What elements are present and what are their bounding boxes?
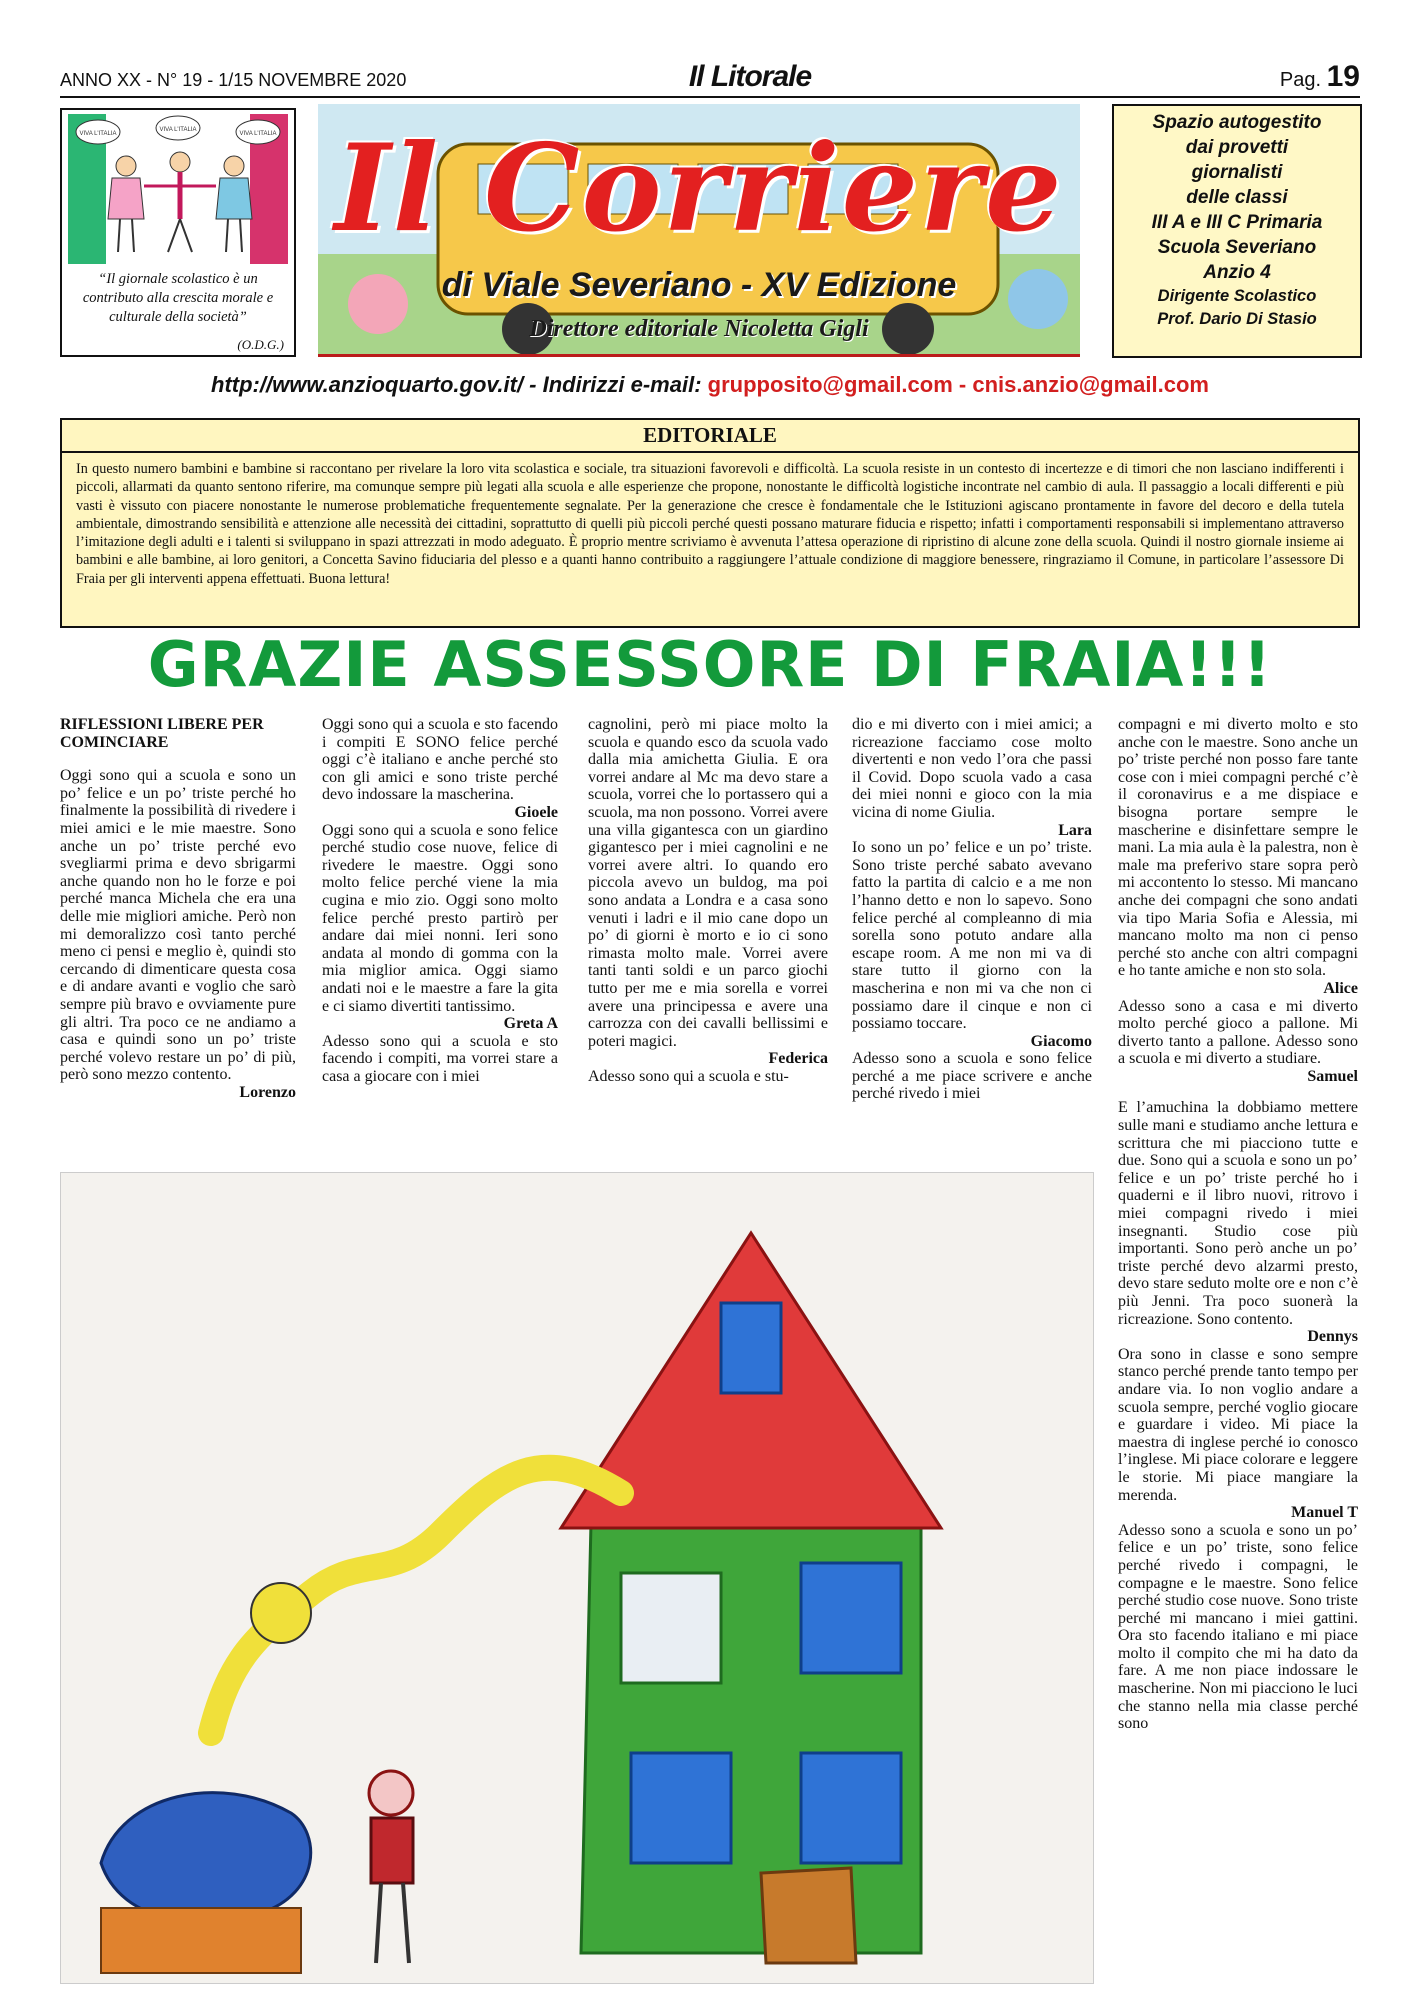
article-paragraph: Ora sono in classe e sono sempre stanco perché prende tanto tempo per andare via. Io non voglio andare a scuola sempre, perché voglio giocare e guardare i video. Mi piace la maestra di inglese perché io conosco l’inglese. Mi piace colorare e leggere le storie. Mi piace mangiare la merenda. bbox=[1118, 1345, 1358, 1504]
author-signature: Greta A bbox=[503, 1015, 558, 1033]
author-signature: Samuel bbox=[1307, 1067, 1358, 1085]
page-number-value: 19 bbox=[1326, 60, 1360, 93]
child-house-drawing bbox=[60, 1172, 1094, 1984]
info-box bbox=[1112, 104, 1362, 358]
principal-name: Prof. Dario Di Stasio bbox=[1157, 310, 1317, 328]
info-line: Anzio 4 bbox=[1203, 262, 1271, 283]
motto-box bbox=[60, 108, 296, 357]
author-signature: Lorenzo bbox=[239, 1083, 296, 1101]
editorial-title: EDITORIALE bbox=[643, 423, 777, 447]
info-line: Spazio autogestito bbox=[1152, 112, 1322, 133]
article-column-4 bbox=[852, 716, 1092, 1158]
issue-info: ANNO XX - N° 19 - 1/15 NOVEMBRE 2020 bbox=[60, 70, 407, 90]
article-paragraph: Adesso sono a scuola e sono un po’ felice e un po’ triste, sono felice perché rivedo i compagni, le compagne e le maestre. Sono felice perché studio cose nuove. Sono triste perché mi mancano i miei gattini. Ora sto facendo italiano e mi piace molto il compito che mi ha dato da fare. A me non piace indossare le mascherine. Non mi piacciono le luci che stanno nella mia classe perché sono bbox=[1118, 1521, 1358, 1733]
article-column-3 bbox=[588, 716, 828, 1158]
author-signature: Lara bbox=[1058, 821, 1092, 839]
author-signature: Gioele bbox=[514, 803, 558, 821]
article-paragraph: cagnolini, però mi piace molto la scuola e quando esco da scuola vado dalla mia amichetta Giulia. E ora vorrei andare al Mc ma devo stare a scuola, vorrei che lo portassero qui a scuola, ma non possono. Vorrei avere una villa gigantesca con un giardino gigantesco per i miei cagnolini e ne vorrei avere altri. Io quando ero piccola avevo un buldog, ma poi sono andata a Londra e a casa sono venuti i ladri e il mio cane dopo un po’ di giorni è morto e io ci sono rimasta molto male. Vorrei avere tanti tanti soldi e un parco giochi tutto per me e mia sorella e vorrei avere una principessa e avere una carrozza con dei cavalli bellissimi e poteri magici. bbox=[588, 716, 828, 1050]
page-number bbox=[1280, 60, 1360, 94]
bubble-text-1: VIVA L'ITALIA bbox=[79, 131, 117, 137]
header-rule bbox=[60, 96, 1360, 98]
article-paragraph: Oggi sono qui a scuola e sono felice perché studio cose nuove, felice di rivedere le maestre. Oggi sono molto felice perché viene la mia cugina e mio zio. Oggi sono molto felice perché presto partirò per andare dai miei nonni. Ieri sono andata al mondo di gomma con la mia miglior amica. Oggi siamo andati noi e le maestre a fare la gita e ci siamo divertiti tantissimo. bbox=[322, 821, 558, 1015]
editorial-body: In questo numero bambini e bambine si raccontano per rivelare la loro vita scolastica e sociale, tra situazioni favorevoli e difficoltà. La scuola resiste in un contesto di incertezze e di timori che non lasciano indifferenti i piccoli, allarmati da quanto sentono riferire, ma comunque sempre più legati alla scuola e alle esperienze che propone, nonostante le difficoltà logistiche incontrate nel cambio di aula. Il passaggio a locali differenti e più vasti è vissuto con piacere nonostante le numerose problematiche frequentemente segnalate. Per la generazione che cresce è fondamentale che le Istituzioni agiscano prontamente in favore del decoro e della tutela ambientale, dimostrando sensibilità e attenzione alle necessità dei cittadini, soprattutto di quelli più piccoli perché questi possano maturare fiducia e rispetto; infatti i comportamenti responsabili si implementano attraverso l’imitazione degli adulti e i talenti si sviluppano in spazi attrezzati in modo adeguato. È proprio mentre scriviamo è avvenuta l’attesa operazione di ripristino di alcune zone della scuola. Quindi il nostro giornale insieme ai bambini e alle bambine, ai loro genitori, a Concetta Savino fiduciaria del plesso e a quanti hanno contribuito a raggiungere l’attuale condizione di maggiore benessere, ringraziamo il Comune, in particolare l’assessore Di Fraia per gli interventi appena effettuati. Buona lettura! bbox=[76, 461, 1344, 587]
page-header bbox=[60, 60, 1360, 94]
motto-source: (O.D.G.) bbox=[237, 337, 284, 352]
info-line: dai provetti bbox=[1185, 137, 1289, 158]
editorial-box bbox=[60, 418, 1360, 628]
article-paragraph: Adesso sono qui a scuola e sto facendo i compiti, ma vorrei stare a casa a giocare con i miei bbox=[322, 1032, 558, 1085]
children-drawing-illustration bbox=[68, 114, 288, 264]
author-signature: Manuel T bbox=[1291, 1504, 1358, 1522]
author-signature: Dennys bbox=[1307, 1328, 1358, 1346]
article-paragraph: dio e mi diverto con i miei amici; a ricreazione facciamo cose molto divertenti e non vedo l’ora che passi il Covid. Dopo scuola vado a casa dei miei nonni e gioco con la mia vicina di nome Giulia. bbox=[852, 716, 1092, 821]
bubble-text-2: VIVA L'ITALIA bbox=[159, 127, 197, 133]
article-column-2 bbox=[322, 716, 558, 1158]
email-separator: - bbox=[952, 372, 973, 397]
author-signature: Giacomo bbox=[1030, 1032, 1092, 1050]
editorial-divider bbox=[62, 451, 1358, 453]
info-line: III A e III C Primaria bbox=[1151, 212, 1323, 233]
email-link-2[interactable]: cnis.anzio@gmail.com bbox=[972, 372, 1209, 397]
article-paragraph: Oggi sono qui a scuola e sto facendo i compiti E SONO felice perché oggi c’è italiano e anche perché sto con gli amici e sono triste perché devo indossare la mascherina. bbox=[322, 716, 558, 804]
contact-links bbox=[60, 372, 1360, 398]
email-link-1[interactable]: grupposito@gmail.com bbox=[707, 372, 953, 397]
author-signature: Alice bbox=[1323, 979, 1358, 997]
masthead-director: Direttore editoriale Nicoletta Gigli bbox=[529, 316, 869, 342]
article-paragraph: Io sono un po’ felice e un po’ triste. Sono triste perché sabato avevano fatto la partita di calcio e a me non l’hanno detto e non lo sapevo. Sono felice perché al compleanno di mia sorella sono potuto andare alla escape room. A me non mi va di stare tutto il giorno con la mascherina e non mi va che non ci possiamo dare il cinque e non ci possiamo toccare. bbox=[852, 839, 1092, 1033]
article-paragraph: E l’amuchina la dobbiamo mettere sulle mani e studiamo anche lettura e scrittura che mi piacciono tutte e due. Sono qui a scuola e sono un po’ felice e un po’ triste perché ho i quaderni e il libro nuovi, ritrovo i miei compagni rivedo i miei insegnanti. Studio cose più importanti. Sono però anche un po’ triste perché devo alzarmi presto, devo stare seduto molte ore e non c’è più Jenni. Tra poco suonerà la ricreazione. Sono contento. bbox=[1118, 1099, 1358, 1328]
newspaper-name: Il Litorale bbox=[688, 60, 812, 93]
article-paragraph: Adesso sono a scuola e sono felice perché a me piace scrivere e anche perché rivedo i miei bbox=[852, 1050, 1092, 1103]
article-paragraph: Adesso sono qui a scuola e stu- bbox=[588, 1067, 789, 1085]
bubble-text-3: VIVA L'ITALIA bbox=[239, 131, 277, 137]
page-label: Pag. bbox=[1279, 69, 1322, 91]
principal-role: Dirigente Scolastico bbox=[1157, 287, 1317, 305]
motto-quote: “Il giornale scolastico è un contributo alla crescita morale e culturale della società” bbox=[82, 271, 274, 325]
website-link[interactable]: http://www.anzioquarto.gov.it/ - Indirizzi e-mail: bbox=[211, 372, 702, 397]
info-line: giornalisti bbox=[1191, 162, 1283, 183]
masthead-subtitle: di Viale Severiano - XV Edizione bbox=[441, 266, 957, 304]
main-headline: GRAZIE ASSESSORE DI FRAIA!!! bbox=[147, 628, 1273, 701]
article-column-1 bbox=[60, 716, 296, 1158]
article-paragraph: Adesso sono a casa e mi diverto molto perché gioco a pallone. Mi diverto tanto a pallone. Adesso sono a scuola e mi diverto a studiare. bbox=[1118, 997, 1358, 1068]
article-column-5 bbox=[1118, 716, 1358, 2006]
article-paragraph: compagni e mi diverto molto e sto anche con le maestre. Sono anche un po’ triste perché non posso fare tante cose con i miei compagni perché c’è il coronavirus e a me dispiace e bisogna portare sempre le mascherine e disinfettare sempre le mani. La mia aula è la palestra, non è male ma preferivo stare sopra però mi accontento lo stesso. Mi mancano anche dei compagni che sono andati via tipo Maria Sofia e Alessia, mi mancano molto ma non ci penso perché sto anche con altri compagni e ho tante amiche e non sto sola. bbox=[1118, 716, 1358, 980]
info-line: Scuola Severiano bbox=[1157, 237, 1317, 258]
info-line: delle classi bbox=[1186, 187, 1288, 208]
masthead bbox=[318, 104, 1080, 357]
masthead-title: Il Corriere bbox=[334, 118, 1064, 259]
article-paragraph: Oggi sono qui a scuola e sono un po’ felice e un po’ triste perché ho finalmente la possibilità di rivedere i miei amici e le mie maestre. Sono anche un po’ triste perché evo svegliarmi prima e devo sbrigarmi anche quando non ho le forze e poi perché manca Michela che era una delle mie migliori amiche. Però non mi demoralizzo così tanto perché meno ci pensi e meglio è, quindi sto cercando di dimenticare questa cosa e di andare avanti e voglio che sarò sempre più bravo e ovviamente pure gli altri. Tra poco ce ne andiamo a casa e quindi sono un po’ triste perché volevo restare un po’ di più, però sono mezzo contento. bbox=[60, 767, 296, 1084]
author-signature: Federica bbox=[768, 1050, 828, 1068]
section-heading: RIFLESSIONI LIBERE PER COMINCIARE bbox=[60, 716, 264, 751]
